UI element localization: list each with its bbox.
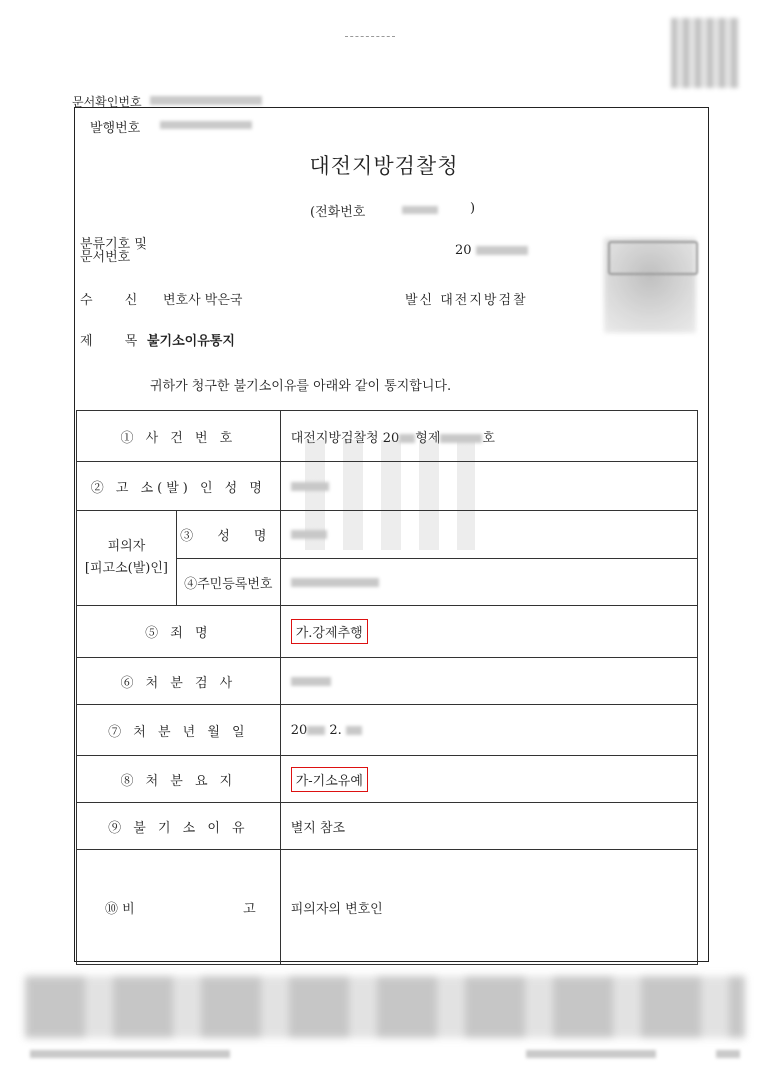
disposition-label: ⑧ 처 분 요 지 [77, 756, 281, 803]
table-row [77, 705, 698, 756]
rrn-redacted [291, 578, 379, 587]
footer-text-redacted-left [30, 1050, 230, 1058]
table-row [77, 411, 698, 462]
doc-check-label: 문서확인번호 [72, 95, 142, 109]
agency-title: 대전지방검찰청 [309, 154, 459, 178]
table-row [77, 462, 698, 511]
table-row [77, 511, 698, 559]
qr-code-redacted [671, 18, 739, 88]
disposition-value: 가-기소유예 [291, 767, 368, 792]
case-serial-redacted [440, 434, 482, 443]
table-row [77, 606, 698, 658]
doc-check-number-redacted [150, 96, 262, 105]
disposition-date-month: 2. [329, 722, 342, 738]
intro-text: 귀하가 청구한 불기소이유를 아래와 같이 통지합니다. [150, 379, 452, 394]
recipient-value: 변호사 박은국 [163, 293, 243, 308]
subject-value: 불기소이유통지 [147, 334, 235, 349]
issue-number-redacted [160, 121, 252, 129]
page-number-redacted [716, 1050, 740, 1058]
phone-number-redacted [402, 206, 438, 214]
charge-cell [280, 606, 697, 658]
case-number-label: ① 사 건 번 호 [77, 411, 281, 462]
table-row [77, 803, 698, 850]
suspect-label [77, 511, 177, 606]
suspect-label-line1: 피의자 [107, 539, 146, 554]
suspect-name-value [280, 511, 697, 559]
disposition-date-value [280, 705, 697, 756]
footer-redacted [25, 976, 745, 1038]
issue-date-prefix: 20 [455, 243, 472, 258]
reason-label: ⑨ 불 기 소 이 유 [77, 803, 281, 850]
footer-text-redacted-right [526, 1050, 656, 1058]
reason-value: 별지 참조 [280, 803, 697, 850]
sender-value: 발신 대전지방검찰 [405, 293, 528, 308]
prosecutor-value [280, 658, 697, 705]
complainant-label: ② 고 소(발) 인 성 명 [77, 462, 281, 511]
issue-date-redacted [476, 246, 528, 255]
complainant-value [280, 462, 697, 511]
suspect-name-redacted [291, 530, 327, 539]
phone-label: (전화번호 [310, 205, 366, 220]
disposition-date-label: ⑦ 처 분 년 월 일 [77, 705, 281, 756]
suspect-name-label: ③ 성 명 [176, 511, 280, 559]
recipient-label: 수 신 [80, 293, 152, 308]
phone-close-paren: ) [470, 201, 476, 216]
prosecutor-name-redacted [291, 677, 331, 686]
charge-value: 가.강제추행 [291, 619, 368, 644]
classification-label-line2: 문서번호 [80, 250, 131, 265]
disposition-day-redacted [346, 726, 362, 735]
seal-border [608, 241, 698, 275]
remarks-label [77, 850, 281, 965]
disposition-cell [280, 756, 697, 803]
remarks-value: 피의자의 변호인 [280, 850, 697, 965]
subject-label: 제 목 [80, 334, 152, 349]
issue-number-label: 발행번호 [90, 121, 141, 136]
disposition-year-redacted [307, 726, 325, 735]
rrn-value [280, 559, 697, 606]
case-year-redacted [399, 434, 415, 443]
table-row [77, 850, 698, 965]
disposition-date-prefix: 20 [290, 722, 308, 738]
charge-label: ⑤ 죄 명 [77, 606, 281, 658]
case-number-value [280, 411, 697, 462]
table-row [77, 756, 698, 803]
prosecutor-label: ⑥ 처 분 검 사 [77, 658, 281, 705]
notice-table [76, 410, 698, 965]
case-number-mid: 형제 [415, 430, 441, 446]
remarks-label-part2: 고 [243, 901, 256, 917]
complainant-name-redacted [291, 482, 329, 491]
rrn-label: ④주민등록번호 [176, 559, 280, 606]
remarks-label-part1: ⑩ 비 [105, 901, 135, 917]
scan-mark [345, 36, 395, 41]
classification-label [80, 238, 220, 264]
case-number-suffix: 호 [482, 430, 495, 446]
classification-label-line1: 분류기호 및 [80, 237, 147, 252]
table-row [77, 658, 698, 705]
case-number-prefix: 대전지방검찰청 20 [290, 430, 400, 446]
suspect-label-line2: [피고소(발)인] [84, 561, 168, 576]
